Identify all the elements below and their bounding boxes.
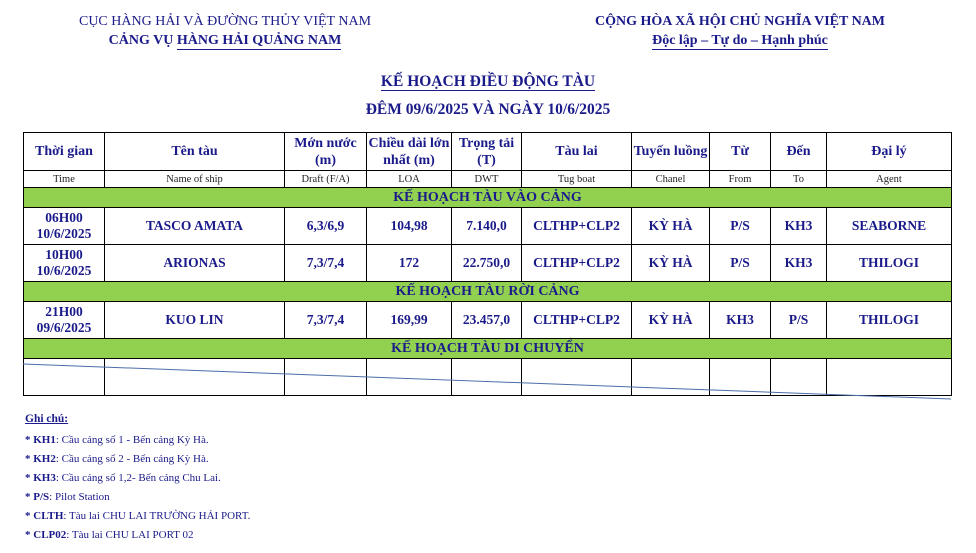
col-to-en: To	[771, 171, 827, 188]
cell-loa: 169,99	[367, 302, 452, 339]
empty-row-diagonal-line	[23, 363, 953, 401]
plan-subtitle: ĐÊM 09/6/2025 VÀ NGÀY 10/6/2025	[365, 101, 611, 118]
cell-ship: KUO LIN	[105, 302, 285, 339]
notes	[25, 413, 250, 545]
col-ship-en: Name of ship	[105, 171, 285, 188]
section-shifting	[24, 339, 952, 359]
col-time-en: Time	[24, 171, 105, 188]
col-dwt-en: DWT	[452, 171, 522, 188]
country-name: CỘNG HÒA XÃ HỘI CHỦ NGHĨA VIỆT NAM	[594, 14, 885, 29]
note-item: * KH3: Cầu cảng số 1,2- Bến cảng Chu Lai.	[25, 472, 221, 484]
col-tug: Tàu lai	[522, 133, 632, 171]
cell-dwt: 22.750,0	[452, 245, 522, 282]
note-item: * P/S: Pilot Station	[25, 491, 110, 503]
col-from-en: From	[710, 171, 771, 188]
cell-channel: KỲ HÀ	[632, 208, 710, 245]
table-row	[24, 245, 952, 282]
cell-dwt: 23.457,0	[452, 302, 522, 339]
col-agent: Đại lý	[827, 133, 952, 171]
header-row-vi	[24, 133, 952, 171]
cell-agent: THILOGI	[827, 302, 952, 339]
cell-draft: 6,3/6,9	[285, 208, 367, 245]
col-loa: Chiều dài lớn nhất (m)	[367, 133, 452, 171]
cell-from: P/S	[710, 245, 771, 282]
cell-time: 21H00 09/6/2025	[24, 302, 105, 339]
plan-title: KẾ HOẠCH ĐIỀU ĐỘNG TÀU	[380, 73, 596, 90]
table-row	[24, 208, 952, 245]
section-arrival-label: KẾ HOẠCH TÀU VÀO CẢNG	[24, 188, 952, 208]
cell-tug: CLTHP+CLP2	[522, 302, 632, 339]
cell-from: KH3	[710, 302, 771, 339]
notes-heading: Ghi chú:	[25, 413, 69, 425]
authority-name: CỤC HÀNG HẢI VÀ ĐƯỜNG THỦY VIỆT NAM	[78, 14, 372, 29]
cell-tug: CLTHP+CLP2	[522, 245, 632, 282]
table-row	[24, 302, 952, 339]
col-channel: Tuyến luồng	[632, 133, 710, 171]
motto: Độc lập – Tự do – Hạnh phúc	[652, 33, 828, 48]
cell-to: KH3	[771, 208, 827, 245]
cell-to: P/S	[771, 302, 827, 339]
section-shifting-label: KẾ HOẠCH TÀU DI CHUYỂN	[24, 339, 952, 359]
col-draft-en: Draft (F/A)	[285, 171, 367, 188]
note-item: * CLP02: Tàu lai CHU LAI PORT 02	[25, 529, 194, 541]
cell-tug: CLTHP+CLP2	[522, 208, 632, 245]
col-time: Thời gian	[24, 133, 105, 171]
ship-schedule-table	[23, 132, 952, 396]
section-departure-label: KẾ HOẠCH TÀU RỜI CẢNG	[24, 282, 952, 302]
cell-time: 10H00 10/6/2025	[24, 245, 105, 282]
note-item: * CLTH: Tàu lai CHU LAI TRƯỜNG HẢI PORT.	[25, 510, 251, 522]
cell-from: P/S	[710, 208, 771, 245]
cell-agent: THILOGI	[827, 245, 952, 282]
col-tug-en: Tug boat	[522, 171, 632, 188]
cell-time: 06H00 10/6/2025	[24, 208, 105, 245]
cell-loa: 172	[367, 245, 452, 282]
cell-channel: KỲ HÀ	[632, 302, 710, 339]
col-channel-en: Chanel	[632, 171, 710, 188]
cell-dwt: 7.140,0	[452, 208, 522, 245]
national-header	[540, 12, 940, 50]
col-agent-en: Agent	[827, 171, 952, 188]
cell-ship: TASCO AMATA	[105, 208, 285, 245]
authority-header	[30, 12, 420, 50]
cell-draft: 7,3/7,4	[285, 302, 367, 339]
col-loa-en: LOA	[367, 171, 452, 188]
section-departure	[24, 282, 952, 302]
col-to: Đến	[771, 133, 827, 171]
cell-agent: SEABORNE	[827, 208, 952, 245]
cell-to: KH3	[771, 245, 827, 282]
section-arrival	[24, 188, 952, 208]
note-item: * KH1: Cầu cảng số 1 - Bến cảng Kỳ Hà.	[25, 434, 209, 446]
cell-loa: 104,98	[367, 208, 452, 245]
port-authority-name: CẢNG VỤ HÀNG HẢI QUẢNG NAM	[108, 33, 342, 48]
cell-draft: 7,3/7,4	[285, 245, 367, 282]
header-row-en	[24, 171, 952, 188]
cell-channel: KỲ HÀ	[632, 245, 710, 282]
note-item: * KH2: Cầu cảng số 2 - Bến cảng Kỳ Hà.	[25, 453, 209, 465]
col-dwt: Trọng tải (T)	[452, 133, 522, 171]
cell-ship: ARIONAS	[105, 245, 285, 282]
col-ship: Tên tàu	[105, 133, 285, 171]
col-draft: Mớn nước (m)	[285, 133, 367, 171]
col-from: Từ	[710, 133, 771, 171]
